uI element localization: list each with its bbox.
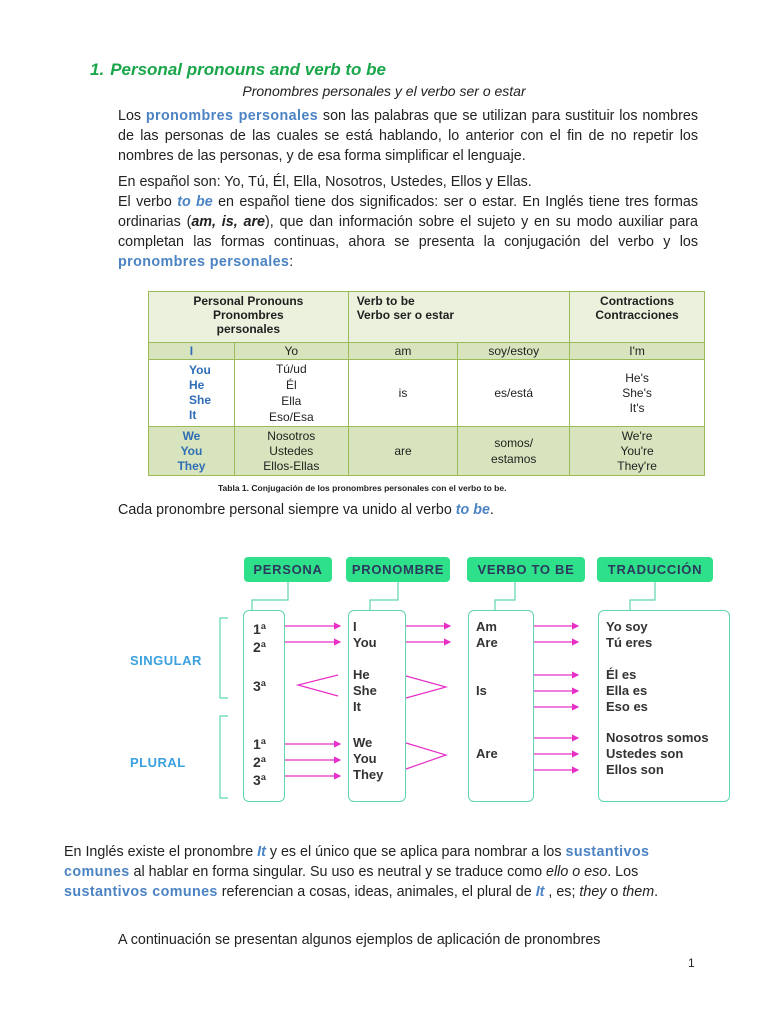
verbo-item: Are [476, 746, 498, 761]
cell-line: It [189, 408, 197, 422]
text-run: en español tiene dos significados: ser o estar. En Inglés tiene tres formas ordinarias ( [118, 194, 699, 230]
singular-bracket [220, 618, 228, 698]
table-cell [458, 427, 570, 476]
text-run: al hablar en forma singular. Su uso es neutral y se traduce como [129, 864, 547, 880]
cell-line: You're [620, 443, 654, 458]
text-run: y es el único que se aplica para nombrar a los [265, 844, 566, 860]
table-cell: are [348, 427, 458, 476]
verbo-item: Are [476, 635, 498, 650]
text-run: , es; [544, 884, 580, 900]
cell-line: She [189, 393, 212, 407]
highlight-term: pronombres personales [145, 108, 319, 124]
cell-line: We [182, 428, 201, 443]
table-cell: soy/estoy [458, 343, 570, 360]
header-contractions [570, 292, 705, 343]
pronombre-item: He [353, 667, 370, 682]
highlight-term: pronombres personales [118, 254, 290, 270]
table-cell [149, 427, 235, 476]
cell-line: He [189, 378, 205, 392]
text-run: . [654, 884, 659, 900]
it-paragraph [64, 842, 700, 902]
text-run: El verbo [118, 194, 178, 210]
heading-number: 1. [90, 60, 105, 79]
header-traduccion: TRADUCCIÓN [597, 557, 713, 582]
persona-item: 1ª [253, 736, 266, 752]
header-text: Verb to be [356, 294, 415, 308]
cell-line: He's [625, 370, 649, 385]
table-cell [570, 360, 705, 427]
table-cell [234, 360, 348, 427]
table-row [149, 343, 705, 360]
pronombre-item: She [353, 683, 377, 698]
text-run: . Los [607, 864, 639, 880]
table-cell [570, 427, 705, 476]
cell-line: She's [622, 385, 652, 400]
header-pronombre: PRONOMBRE [346, 557, 450, 582]
pronombre-item: You [353, 635, 377, 650]
traduccion-item: Ustedes son [606, 746, 684, 761]
verbo-item: Am [476, 619, 497, 634]
highlight-term: It [535, 884, 545, 900]
header-text: Verbo ser o estar [356, 308, 455, 322]
pronombre-item: It [353, 699, 361, 714]
it-paragraph-line [64, 842, 700, 902]
cell-line: Él [285, 378, 297, 392]
pronombre-item: I [353, 619, 357, 634]
chevron-he-she-it [406, 676, 446, 698]
persona-item: 3ª [253, 772, 266, 788]
table-cell: es/está [458, 360, 570, 427]
text-run: son las palabras que se utilizan para sustituir los nombres de las personas de las cuales se está hablando, lo anterior con el fin de no repetir los nombres de las personas, y de esa forma simplificar el lenguaje. [118, 108, 698, 164]
closing-paragraph: A continuación se presentan algunos ejemplos de aplicación de pronombres [118, 932, 601, 948]
cell-line: Tú/ud [275, 362, 307, 376]
traduccion-item: Ella es [606, 683, 648, 698]
italic-term: them [622, 884, 655, 900]
cell-line: They're [617, 458, 657, 473]
persona-item: 1ª [253, 621, 266, 637]
cell-line: Eso/Esa [268, 410, 314, 424]
highlight-term: to be [455, 502, 490, 518]
cell-line: estamos [491, 452, 537, 466]
pronombre-item: We [353, 735, 373, 750]
verb-explanation [118, 192, 698, 272]
conjugation-table [148, 291, 705, 476]
cell-line: somos/ [494, 436, 534, 450]
persona-item: 2ª [253, 754, 266, 770]
cell-line: Ella [281, 394, 302, 408]
pronoun-diagram [120, 548, 740, 808]
label-singular: SINGULAR [130, 653, 202, 668]
cell-line: You [189, 363, 211, 377]
heading-title: Personal pronouns and verb to be [110, 60, 387, 79]
highlight-term: It [257, 844, 266, 860]
verbo-item: Is [476, 683, 487, 698]
verb-paragraph [118, 172, 698, 272]
connectors [252, 582, 655, 610]
text-run: referencian a cosas, ideas, animales, el plural de [217, 884, 536, 900]
arrows-verbo [534, 626, 578, 770]
table-row [149, 360, 705, 427]
text-run: o [606, 884, 623, 900]
verb-forms: am, is, are [191, 214, 265, 230]
highlight-term: sustantivos comunes [64, 884, 218, 900]
cell-line: They [177, 458, 206, 473]
table-caption: Tabla 1. Conjugación de los pronombres personales con el verbo to be. [218, 483, 507, 493]
chevron-we-you-they [406, 743, 446, 769]
arrows-persona [284, 626, 340, 776]
table-cell: I [149, 343, 235, 360]
table-cell [149, 360, 235, 427]
persona-item: 2ª [253, 639, 266, 655]
header-text: Contractions [600, 294, 675, 308]
table-header-row [149, 292, 705, 343]
table-cell: am [348, 343, 458, 360]
text-run: En Inglés existe el pronombre [64, 844, 258, 860]
pronombre-item: They [353, 767, 384, 782]
header-verb [348, 292, 569, 343]
text-run: Cada pronombre personal siempre va unido al verbo [118, 502, 456, 518]
cell-line: Ellos-Ellas [263, 458, 320, 473]
table-row [149, 427, 705, 476]
section-subtitle: Pronombres personales y el verbo ser o estar [242, 83, 526, 99]
traduccion-item: Tú eres [606, 635, 653, 650]
arrows-pronombre [405, 626, 450, 642]
cell-line: Ustedes [269, 443, 314, 458]
to-be-paragraph [118, 500, 698, 520]
cell-line: We're [621, 428, 653, 443]
page-number: 1 [688, 956, 695, 970]
header-text: Contracciones [595, 308, 679, 322]
pronoun-list-line: En español son: Yo, Tú, Él, Ella, Nosotros, Ustedes, Ellos y Ellas. [118, 174, 532, 190]
table-cell [234, 427, 348, 476]
cell-line: Nosotros [267, 428, 316, 443]
table-cell: Yo [234, 343, 348, 360]
text-run: : [289, 254, 294, 270]
header-text: personales [216, 322, 281, 336]
traduccion-item: Eso es [606, 699, 648, 714]
pronombre-item: You [353, 751, 377, 766]
text-run: Los [118, 108, 146, 124]
header-text: Personal Pronouns [193, 294, 304, 308]
header-pronouns [149, 292, 349, 343]
label-plural: PLURAL [130, 755, 186, 770]
traduccion-item: Él es [606, 667, 637, 682]
text-run: . [489, 502, 494, 518]
cell-line: You [180, 443, 203, 458]
plural-bracket [220, 716, 228, 798]
highlight-term: sustantivos comunes [64, 844, 650, 880]
table-cell: I'm [570, 343, 705, 360]
traduccion-item: Yo soy [606, 619, 648, 634]
italic-term: ello o eso [546, 864, 608, 880]
section-heading [90, 60, 386, 80]
header-text: Pronombres [213, 308, 284, 322]
intro-paragraph [118, 106, 698, 166]
persona-item: 3ª [253, 678, 266, 694]
chevron-3rd-singular [298, 675, 338, 696]
table-cell: is [348, 360, 458, 427]
traduccion-item: Nosotros somos [606, 730, 709, 745]
italic-term: they [579, 884, 607, 900]
header-verbo: VERBO TO BE [467, 557, 585, 582]
highlight-term: to be [177, 194, 213, 210]
cell-line: It's [629, 400, 645, 415]
traduccion-item: Ellos son [606, 762, 664, 777]
header-persona: PERSONA [244, 557, 332, 582]
text-run: ), que dan información sobre el sujeto y en su modo auxiliar para completan las formas continuas, ahora se presenta la conjugación del verbo y los [118, 214, 698, 250]
